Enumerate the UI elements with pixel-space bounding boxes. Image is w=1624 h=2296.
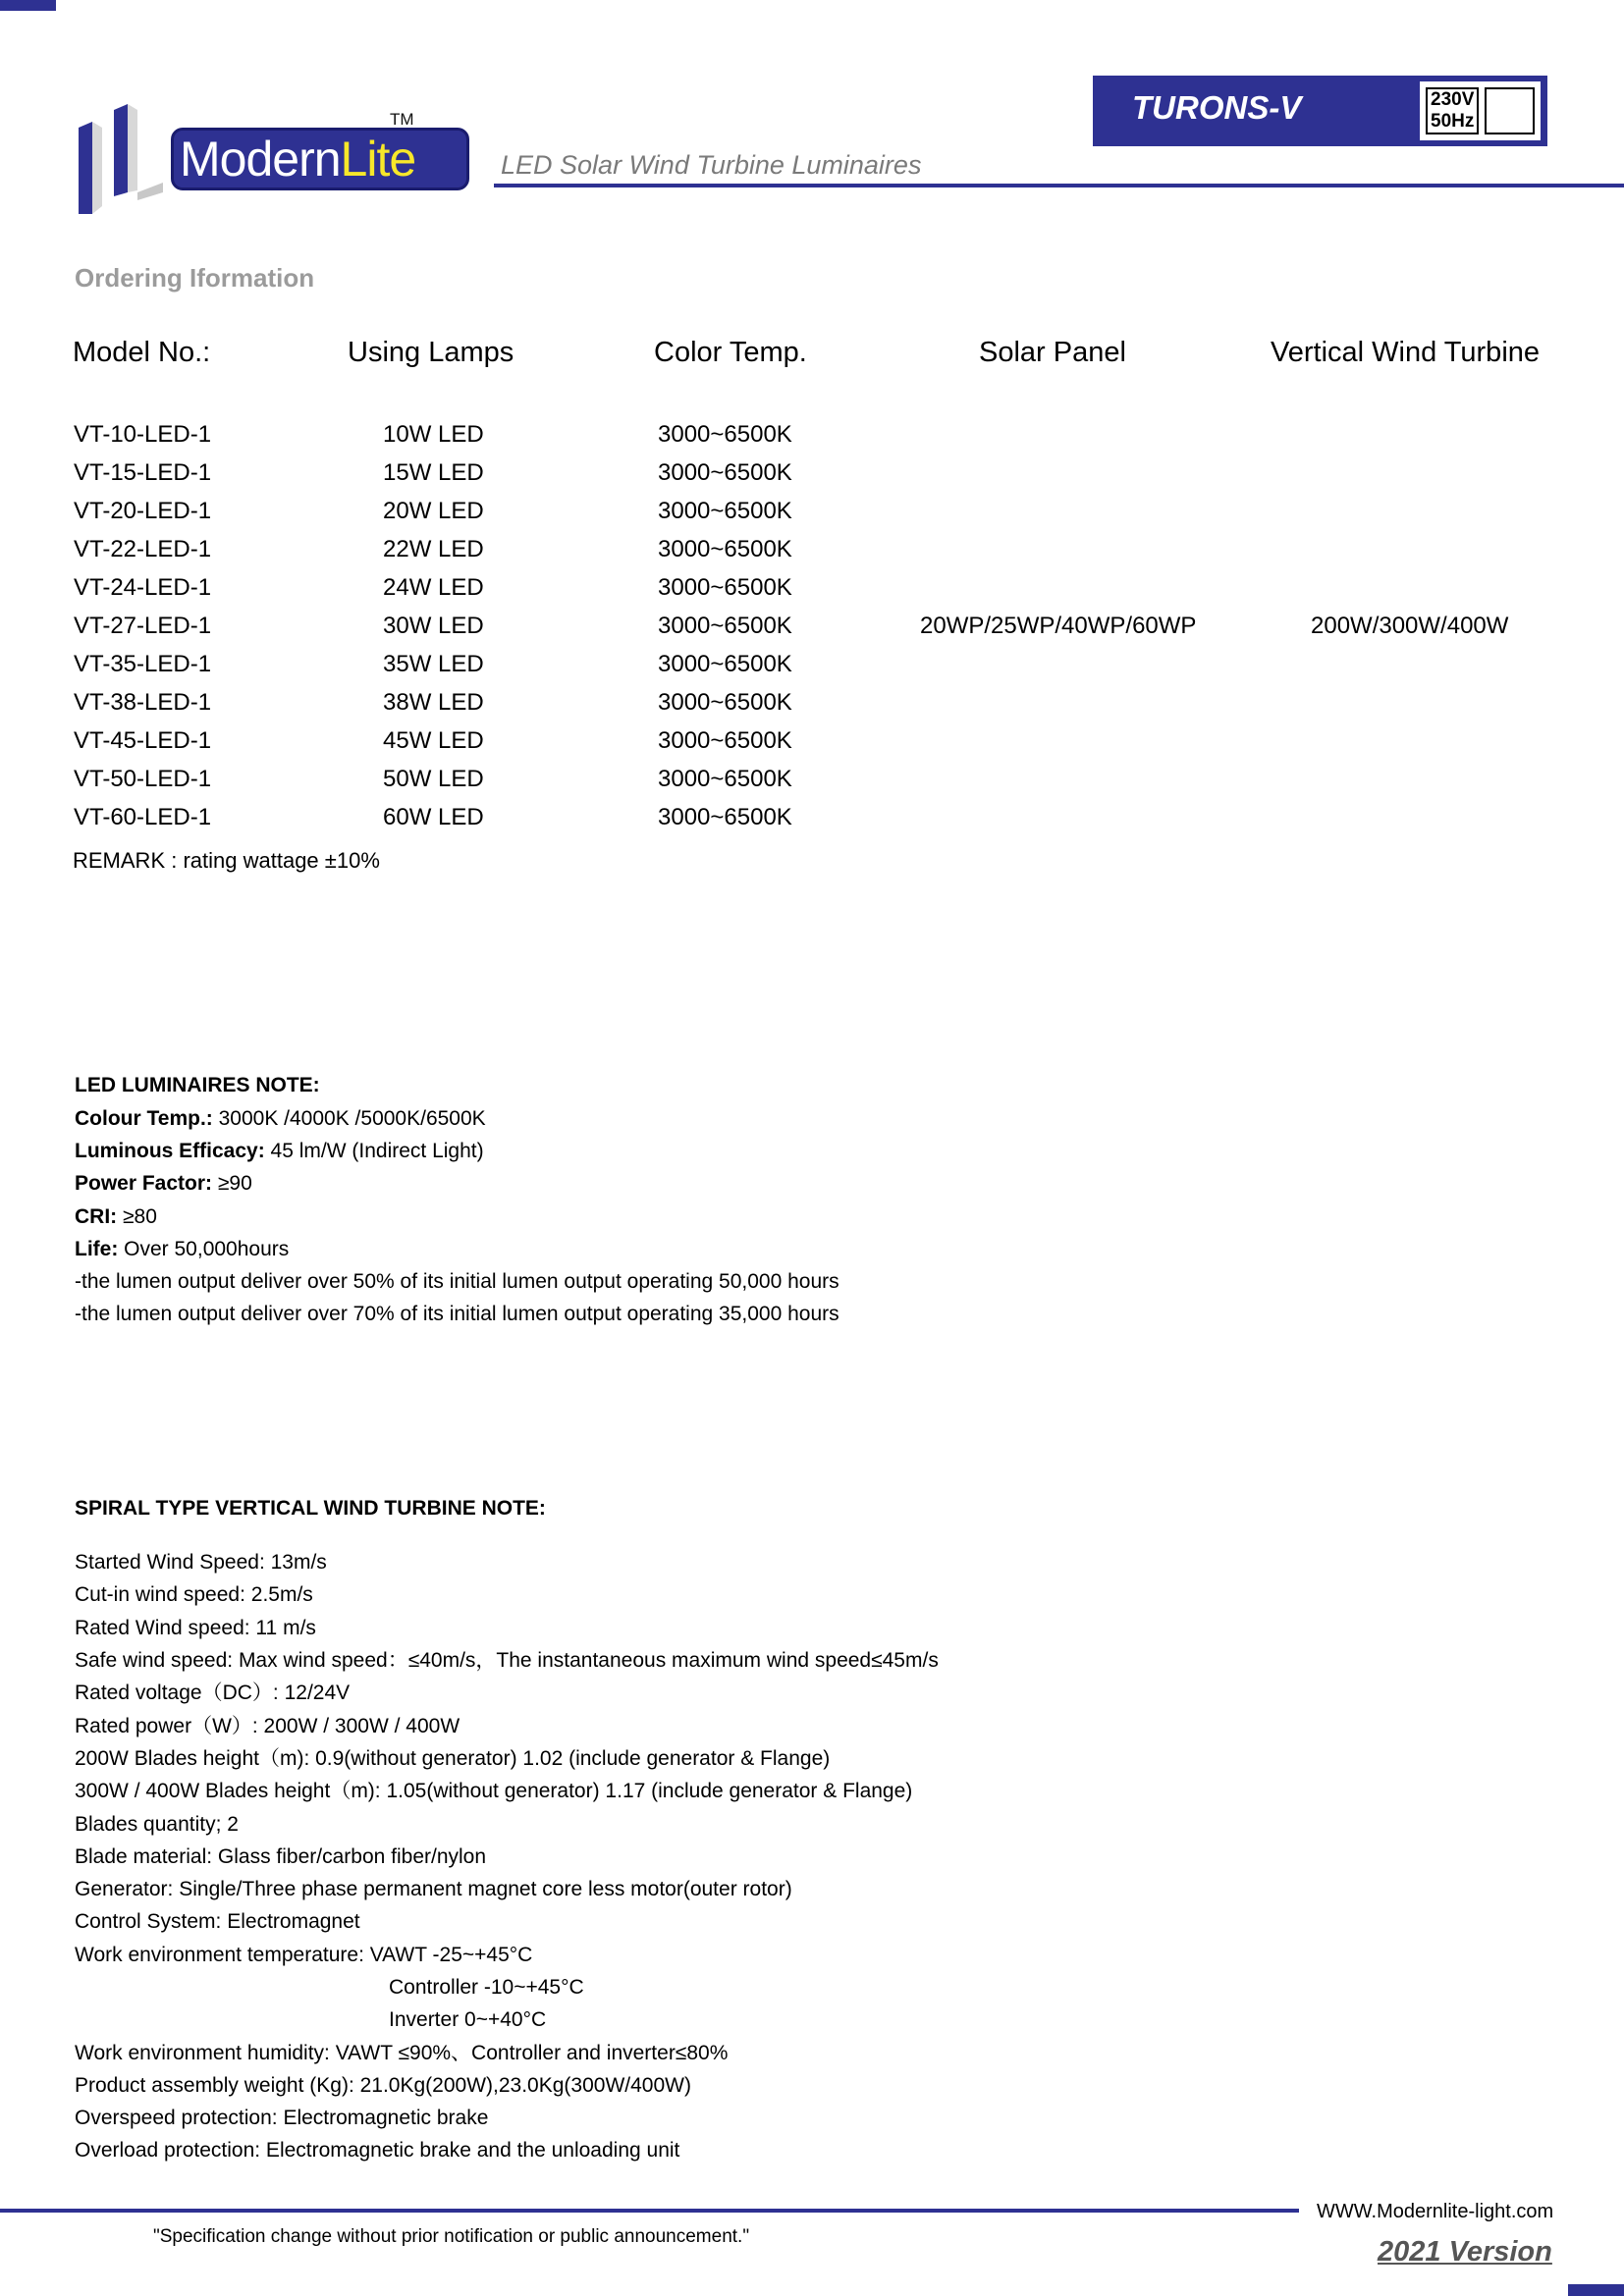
led-note-line: [75, 1301, 839, 1328]
turbine-note-line: Rated Wind speed: 11 m/s: [75, 1617, 316, 1639]
table-cell-lamp: 45W LED: [383, 727, 484, 754]
voltage-value: 230V: [1431, 89, 1475, 110]
certification-box: [1485, 87, 1535, 134]
table-cell-color-temp: 3000~6500K: [658, 459, 792, 486]
rating-box: [1420, 81, 1541, 140]
turbine-note-line: 300W / 400W Blades height（m): 1.05(without generator) 1.17 (include generator & Flange): [75, 1780, 913, 1802]
turbine-note-line: Controller -10~+45°C: [389, 1976, 584, 1999]
logo-bars-icon: [75, 94, 173, 217]
led-note-value: 45 lm/W (Indirect Light): [264, 1140, 484, 1162]
led-note-line: [75, 1170, 252, 1198]
table-cell-model: VT-45-LED-1: [74, 727, 212, 754]
trademark-mark: TM: [390, 110, 414, 129]
table-cell-lamp: 30W LED: [383, 613, 484, 639]
table-cell-lamp: 24W LED: [383, 574, 484, 601]
logo-text-lite: Lite: [340, 132, 416, 187]
led-note-value: ≥80: [117, 1205, 157, 1228]
table-cell-color-temp: 3000~6500K: [658, 804, 792, 830]
led-note-label: CRI:: [75, 1205, 118, 1228]
turbine-note-line: Overload protection: Electromagnetic brake and the unloading unit: [75, 2139, 680, 2162]
table-cell-model: VT-27-LED-1: [74, 613, 212, 639]
turbine-note-line: Control System: Electromagnet: [75, 1910, 360, 1933]
table-cell-color-temp: 3000~6500K: [658, 613, 792, 639]
table-cell-lamp: 35W LED: [383, 651, 484, 677]
table-cell-color-temp: 3000~6500K: [658, 689, 792, 716]
table-cell-lamp: 22W LED: [383, 536, 484, 562]
product-subtitle: LED Solar Wind Turbine Luminaires: [501, 150, 922, 180]
table-cell-color-temp: 3000~6500K: [658, 651, 792, 677]
product-banner: [1093, 76, 1547, 146]
header-divider: [494, 184, 1624, 187]
logo-text-modern: Modern: [180, 132, 341, 187]
turbine-note-line: Work environment temperature: VAWT -25~+45°C: [75, 1944, 533, 1966]
table-cell-wind-turbine: 200W/300W/400W: [1311, 613, 1509, 639]
table-cell-color-temp: 3000~6500K: [658, 421, 792, 448]
column-header-wind-turbine: Vertical Wind Turbine: [1271, 337, 1541, 368]
footer-disclaimer: "Specification change without prior notification or public announcement.": [153, 2226, 750, 2247]
turbine-note-line: Generator: Single/Three phase permanent magnet core less motor(outer rotor): [75, 1878, 792, 1900]
table-cell-model: VT-50-LED-1: [74, 766, 212, 792]
table-cell-model: VT-10-LED-1: [74, 421, 212, 448]
voltage-rating: [1426, 87, 1479, 134]
turbine-note-line: 200W Blades height（m): 0.9(without generator) 1.02 (include generator & Flange): [75, 1747, 831, 1770]
footer-divider: [0, 2209, 1299, 2213]
table-cell-color-temp: 3000~6500K: [658, 727, 792, 754]
column-header-lamps: Using Lamps: [348, 337, 514, 368]
table-cell-model: VT-35-LED-1: [74, 651, 212, 677]
remark-text: REMARK : rating wattage ±10%: [73, 848, 380, 873]
table-cell-lamp: 10W LED: [383, 421, 484, 448]
turbine-note-line: Started Wind Speed: 13m/s: [75, 1551, 327, 1574]
table-cell-lamp: 15W LED: [383, 459, 484, 486]
led-note-heading: LED LUMINAIRES NOTE:: [75, 1074, 320, 1096]
turbine-note-line: Rated power（W）: 200W / 300W / 400W: [75, 1715, 460, 1737]
table-cell-color-temp: 3000~6500K: [658, 498, 792, 524]
led-note-value: -the lumen output deliver over 50% of its initial lumen output operating 50,000 hours: [75, 1270, 839, 1293]
table-cell-lamp: 38W LED: [383, 689, 484, 716]
section-title: Ordering Iformation: [75, 263, 315, 293]
table-cell-lamp: 50W LED: [383, 766, 484, 792]
logo-wordmark: [171, 128, 469, 190]
table-cell-model: VT-20-LED-1: [74, 498, 212, 524]
turbine-note-line: Blade material: Glass fiber/carbon fiber/nylon: [75, 1845, 487, 1868]
led-note-line: [75, 1105, 486, 1133]
led-note-label: Luminous Efficacy:: [75, 1140, 265, 1162]
corner-accent-bottom-right: [1568, 2284, 1624, 2296]
corner-accent-top-left: [0, 0, 56, 11]
table-cell-color-temp: 3000~6500K: [658, 574, 792, 601]
product-name: TURONS-V: [1132, 89, 1302, 126]
table-cell-model: VT-24-LED-1: [74, 574, 212, 601]
turbine-note-line: Overspeed protection: Electromagnetic brake: [75, 2107, 489, 2129]
led-note-line: [75, 1138, 484, 1165]
led-note-label: Colour Temp.:: [75, 1107, 213, 1130]
turbine-note-line: Product assembly weight (Kg): 21.0Kg(200W),23.0Kg(300W/400W): [75, 2074, 691, 2097]
table-cell-model: VT-22-LED-1: [74, 536, 212, 562]
table-cell-color-temp: 3000~6500K: [658, 536, 792, 562]
led-note-value: 3000K /4000K /5000K/6500K: [212, 1107, 486, 1130]
led-note-label: Power Factor:: [75, 1172, 213, 1195]
table-cell-solar-panel: 20WP/25WP/40WP/60WP: [920, 613, 1197, 639]
column-header-color-temp: Color Temp.: [654, 337, 807, 368]
table-cell-model: VT-60-LED-1: [74, 804, 212, 830]
table-cell-lamp: 60W LED: [383, 804, 484, 830]
table-cell-lamp: 20W LED: [383, 498, 484, 524]
table-cell-color-temp: 3000~6500K: [658, 766, 792, 792]
footer-version: 2021 Version: [1378, 2236, 1552, 2268]
turbine-note-heading: SPIRAL TYPE VERTICAL WIND TURBINE NOTE:: [75, 1497, 546, 1520]
table-cell-model: VT-15-LED-1: [74, 459, 212, 486]
turbine-note-line: Inverter 0~+40°C: [389, 2008, 547, 2031]
frequency-value: 50Hz: [1431, 111, 1475, 132]
column-header-model: Model No.:: [73, 337, 211, 368]
led-note-line: [75, 1203, 157, 1231]
table-cell-model: VT-38-LED-1: [74, 689, 212, 716]
brand-logo: [75, 94, 428, 217]
column-header-solar-panel: Solar Panel: [979, 337, 1126, 368]
led-note-value: Over 50,000hours: [118, 1238, 290, 1260]
turbine-note-line: Safe wind speed: Max wind speed：≤40m/s，The instantaneous maximum wind speed≤45m/s: [75, 1649, 939, 1672]
led-note-line: [75, 1236, 289, 1263]
footer-website[interactable]: WWW.Modernlite-light.com: [1317, 2201, 1554, 2222]
turbine-note-line: Work environment humidity: VAWT ≤90%、Controller and inverter≤80%: [75, 2042, 729, 2064]
led-note-value: ≥90: [212, 1172, 252, 1195]
led-note-label: Life:: [75, 1238, 119, 1260]
led-note-line: [75, 1268, 839, 1296]
turbine-note-line: Rated voltage（DC）: 12/24V: [75, 1682, 351, 1704]
turbine-note-line: Cut-in wind speed: 2.5m/s: [75, 1583, 313, 1606]
turbine-note-line: Blades quantity; 2: [75, 1813, 239, 1836]
led-note-value: -the lumen output deliver over 70% of its initial lumen output operating 35,000 hours: [75, 1303, 839, 1325]
